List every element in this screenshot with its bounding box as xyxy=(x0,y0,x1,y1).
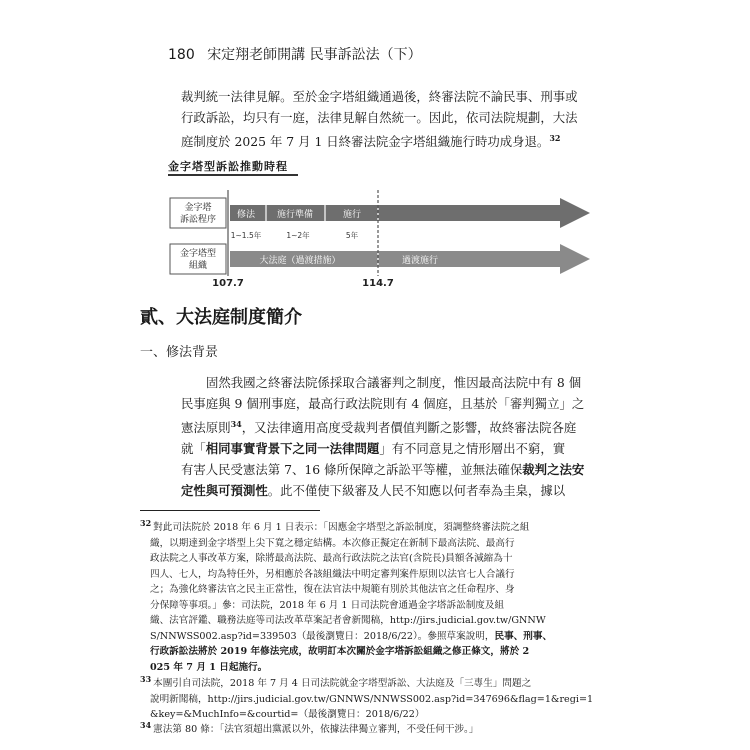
segment-implement-label: 施行 xyxy=(342,210,362,220)
footnote-number: 34 xyxy=(140,720,152,730)
segment-amend-label: 修法 xyxy=(236,210,256,220)
footnote-number: 32 xyxy=(140,518,152,528)
segment-prepare-label: 施行準備 xyxy=(276,210,314,220)
intro-paragraph xyxy=(181,86,578,152)
footnote-ref-34[interactable]: 34 xyxy=(230,419,242,429)
segment-prepare-duration: 1~2年 xyxy=(286,231,310,240)
running-header xyxy=(168,44,422,64)
timeline-diagram xyxy=(160,178,600,288)
year-end-label: 114.7 xyxy=(362,278,394,289)
book-title: 宋定翔老師開講 民事訴訟法（下） xyxy=(207,47,422,63)
footnote-34: $^{34}$ 憲法第 80 條：「法官須超出黨派以外，依據法律獨立審判，不受任何干涉。」 xyxy=(140,720,479,736)
text-line: 就「相同事實背景下之同一法律問題」有不同意見之情形層出不窮，實 xyxy=(181,441,566,457)
grand-chamber-label: 大法庭（過渡措施） xyxy=(259,256,341,266)
text-line: 有害人民受憲法第 7、16 條所保障之訴訟平等權，並無法確保裁判之法安 xyxy=(181,462,585,478)
text-line: 民事庭與 9 個刑事庭，最高行政法院則有 4 個庭，且基於「審判獨立」之 xyxy=(181,396,585,411)
footnote-33: $^{33}$ 本團引自司法院，2018 年 7 月 4 日司法院就金字塔型訴訟、大法庭及「三專生」問題之 說明新聞稿，http://jirs.judicial.gov.tw/GNNWS/NNWSS002.asp?id=347696&flag=1&regi=1 &key=&MuchInfo=&courtid=（最後瀏覽日：2018/6/22） xyxy=(140,674,594,721)
footnote-number: 33 xyxy=(140,674,152,684)
text-line: 固然我國之終審法院係採取合議審判之制度，惟因最高法院中有 8 個 xyxy=(206,375,582,390)
figure-title: 金字塔型訴訟推動時程 xyxy=(168,160,288,173)
emphasis-text: 定性與可預測性 xyxy=(181,483,268,499)
year-start-label: 107.7 xyxy=(212,278,244,289)
text-line: 裁判統一法律見解。至於金字塔組織通過後，終審法院不論民事、刑事或 xyxy=(181,89,578,104)
text-line: 行政訴訟，均只有一庭，法律見解自然統一。因此，依司法院規劃，大法 xyxy=(181,110,578,125)
row2-label-line1: 金字塔型 xyxy=(179,249,217,259)
row2-label-line2: 組織 xyxy=(188,261,208,271)
text-line: 庭制度於 2025 年 7 月 1 日終審法院金字塔組織施行時功成身退。$^{32}$ xyxy=(181,133,561,150)
background-paragraph xyxy=(181,372,585,501)
segment-implement-duration: 5年 xyxy=(345,231,359,240)
emphasis-text: 裁判之法安 xyxy=(522,462,585,478)
segment-amend-duration: 1~1.5年 xyxy=(230,231,262,240)
page-number: 180 xyxy=(168,47,195,63)
footnote-32: $^{32}$ 對此司法院於 2018 年 6 月 1 日表示：「因應金字塔型之訴訟制度，須調整終審法院之組 織，以期達到金字塔型上尖下寬之穩定結構。本次修正擬定在新制下最高法院、最高行 政法院之人事改革方案，除將最高法院、最高行政法院之法官(含院長)員額各減縮為十 四人、七人，均為特任外，另相應於各該組織法中明定審判案件原則以法官七人合議行 之；為強化終審法官之民主正當性，復在法官法中規範有別於其他法官之任命程序、身 分保障等事項。」參：司法院，2018 年 6 月 1 日司法院會通過金字塔訴訟制度及組 織、法官評鑑、職務法庭等司法改革草案記者會新聞稿，http://jirs.judicial.gov.tw/GNNW S/NNWSS002.asp?id=339503（最後瀏覽日：2018/6/22）。參照草案說明，民事、刑事、 行政訴訟法將於 2019 年修法完成，故明訂本次關於金字塔訴訟組織之修正條文，將於 2 025 年 7 月 1 日起施行。 xyxy=(140,518,553,673)
section-heading: 貳、大法庭制度簡介 xyxy=(140,307,302,328)
figure-title-underline xyxy=(168,174,298,176)
row1-label-line1: 金字塔 xyxy=(184,203,212,213)
transition-label: 過渡施行 xyxy=(401,256,439,266)
emphasis-text: 相同事實背景下之同一法律問題 xyxy=(205,441,380,457)
row1-label-line2: 訴訟程序 xyxy=(179,215,217,225)
footnote-ref-32[interactable]: 32 xyxy=(549,133,561,143)
subsection-heading: 一、修法背景 xyxy=(140,345,219,360)
text-line: 憲法原則$^{34}$，又法律適用高度受裁判者價值判斷之影響，故終審法院各庭 xyxy=(181,419,577,436)
footnote-rule xyxy=(140,510,320,511)
text-line: 定性與可預測性。此不僅使下級審及人民不知應以何者奉為圭臬，據以 xyxy=(181,483,566,499)
